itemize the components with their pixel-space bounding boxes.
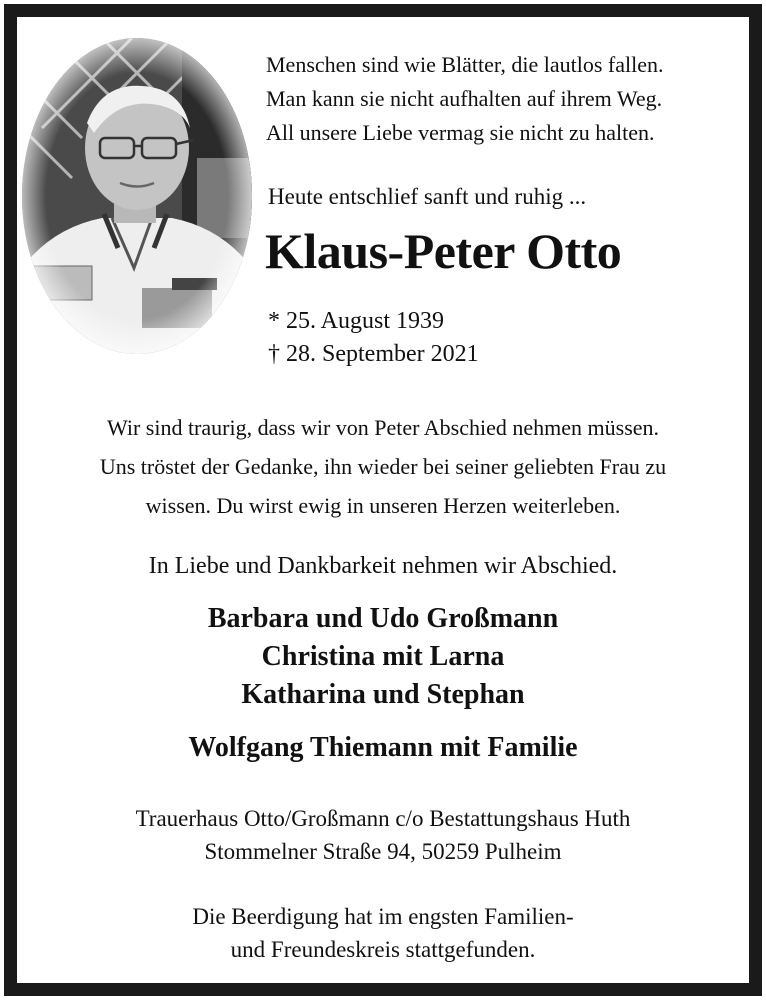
life-dates	[268, 305, 479, 371]
death-date: † 28. September 2021	[268, 341, 479, 367]
address-line: Trauerhaus Otto/Großmann c/o Bestattungshaus Huth	[135, 806, 631, 831]
intro-line: Heute entschlief sanft und ruhig ...	[268, 184, 587, 209]
farewell-line: In Liebe und Dankbarkeit nehmen wir Abschied.	[148, 553, 618, 579]
message-line: Uns tröstet der Gedanke, ihn wieder bei seiner geliebten Frau zu	[99, 454, 667, 479]
funeral-note	[16, 900, 750, 966]
mourner-name-extra: Wolfgang Thiemann mit Familie	[188, 732, 578, 763]
funeral-line: und Freundeskreis stattgefunden.	[230, 937, 536, 962]
poem-line: All unsere Liebe vermag sie nicht zu halten.	[266, 120, 655, 145]
poem-line: Menschen sind wie Blätter, die lautlos fallen.	[266, 52, 664, 77]
poem-line: Man kann sie nicht aufhalten auf ihrem Weg.	[266, 86, 663, 111]
mourner-name: Barbara und Udo Großmann	[207, 603, 559, 634]
poem	[266, 48, 736, 150]
portrait-photo	[22, 38, 252, 354]
mourning-address	[16, 802, 750, 868]
address-line: Stommelner Straße 94, 50259 Pulheim	[204, 839, 562, 864]
mourner-name: Christina mit Larna	[261, 641, 505, 672]
mourner-name: Katharina und Stephan	[241, 679, 525, 710]
birth-date: * 25. August 1939	[268, 308, 445, 334]
funeral-line: Die Beerdigung hat im engsten Familien-	[192, 904, 574, 929]
message-line: wissen. Du wirst ewig in unseren Herzen weiterleben.	[145, 493, 621, 518]
message-line: Wir sind traurig, dass wir von Peter Abschied nehmen müssen.	[106, 415, 660, 440]
deceased-name: Klaus-Peter Otto	[265, 223, 622, 279]
mourner-list	[16, 600, 750, 714]
message-paragraph	[16, 408, 750, 525]
